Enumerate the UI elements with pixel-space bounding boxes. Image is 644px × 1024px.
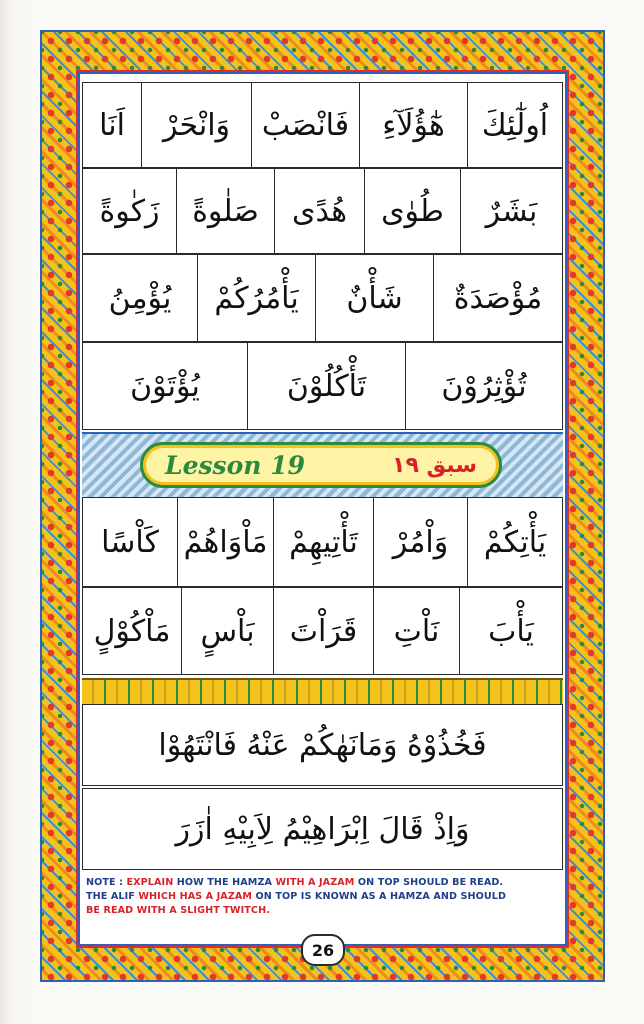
lesson-title-english: Lesson 19 — [165, 450, 305, 480]
grid-row-1 — [82, 82, 563, 168]
grid-row-4 — [82, 342, 563, 430]
word-cell: تَأْتِيهِمْ — [273, 497, 373, 587]
word-cell: اُولٰٓئِكَ — [467, 82, 563, 168]
word-cell: فَانْصَبْ — [251, 82, 359, 168]
word-cell: قَرَاْتَ — [273, 587, 373, 675]
top-word-grid — [82, 82, 563, 430]
word-cell: كَاْسًا — [82, 497, 177, 587]
note-segment: THE ALIF — [86, 891, 139, 902]
word-cell: يَأْتِكُمْ — [467, 497, 563, 587]
page-number: 26 — [301, 934, 345, 966]
note-segment: ON TOP IS KNOWN AS A HAMZA AND SHOULD — [255, 891, 507, 902]
word-cell: زَكٰوةً — [82, 168, 176, 254]
teaching-note — [86, 876, 560, 936]
note-segment: BE READ WITH A SLIGHT TWITCH. — [86, 905, 270, 916]
verse-line-2: وَاِذْ قَالَ اِبْرَاهِيْمُ لِاَبِيْهِ اٰزَرَ — [82, 788, 563, 870]
word-cell: وَاْمُرْ — [373, 497, 467, 587]
word-cell: وَانْحَرْ — [141, 82, 251, 168]
verse-line-1: فَخُذُوْهُ وَمَانَهٰكُمْ عَنْهُ فَانْتَهُوْا — [82, 704, 563, 786]
note-segment: HOW THE HAMZA — [176, 877, 273, 888]
note-segment: WITH A JAZAM — [272, 877, 358, 888]
grid-row-5 — [82, 497, 563, 587]
grid-row-2 — [82, 168, 563, 254]
grid-row-6 — [82, 587, 563, 675]
word-cell: تَأْكُلُوْنَ — [247, 342, 405, 430]
word-cell: هٰٓؤُلَآءِ — [359, 82, 467, 168]
lesson-banner — [82, 432, 563, 500]
word-cell: بَشَرٌ — [460, 168, 563, 254]
word-cell: هُدًی — [274, 168, 364, 254]
word-cell: نَاْتِ — [373, 587, 459, 675]
word-cell: صَلٰوةً — [176, 168, 274, 254]
word-cell: يُؤْمِنُ — [82, 254, 197, 342]
word-cell: يُؤْتَوْنَ — [82, 342, 247, 430]
ornamental-divider — [82, 678, 563, 706]
note-segment: ON TOP SHOULD BE READ. — [357, 877, 504, 888]
note-segment: EXPLAIN — [123, 877, 177, 888]
lesson-title-urdu: سبق ۱۹ — [392, 452, 477, 478]
word-cell: يَأْبَ — [459, 587, 563, 675]
grid-row-3 — [82, 254, 563, 342]
word-cell: يَأْمُرُكُمْ — [197, 254, 315, 342]
word-cell: شَأْنٌ — [315, 254, 433, 342]
word-cell: مُؤْصَدَةٌ — [433, 254, 563, 342]
word-cell: تُؤْثِرُوْنَ — [405, 342, 563, 430]
note-label: NOTE : — [86, 877, 124, 888]
word-cell: طُوٰی — [364, 168, 460, 254]
word-cell: مَاْوَاهُمْ — [177, 497, 273, 587]
bottom-word-grid — [82, 497, 563, 677]
word-cell: اَنَا — [82, 82, 141, 168]
lesson-title-pill — [140, 442, 502, 488]
word-cell: مَاْكُوْلٍ — [82, 587, 181, 675]
word-cell: بَاْسٍ — [181, 587, 273, 675]
note-segment: WHICH HAS A JAZAM — [138, 891, 256, 902]
